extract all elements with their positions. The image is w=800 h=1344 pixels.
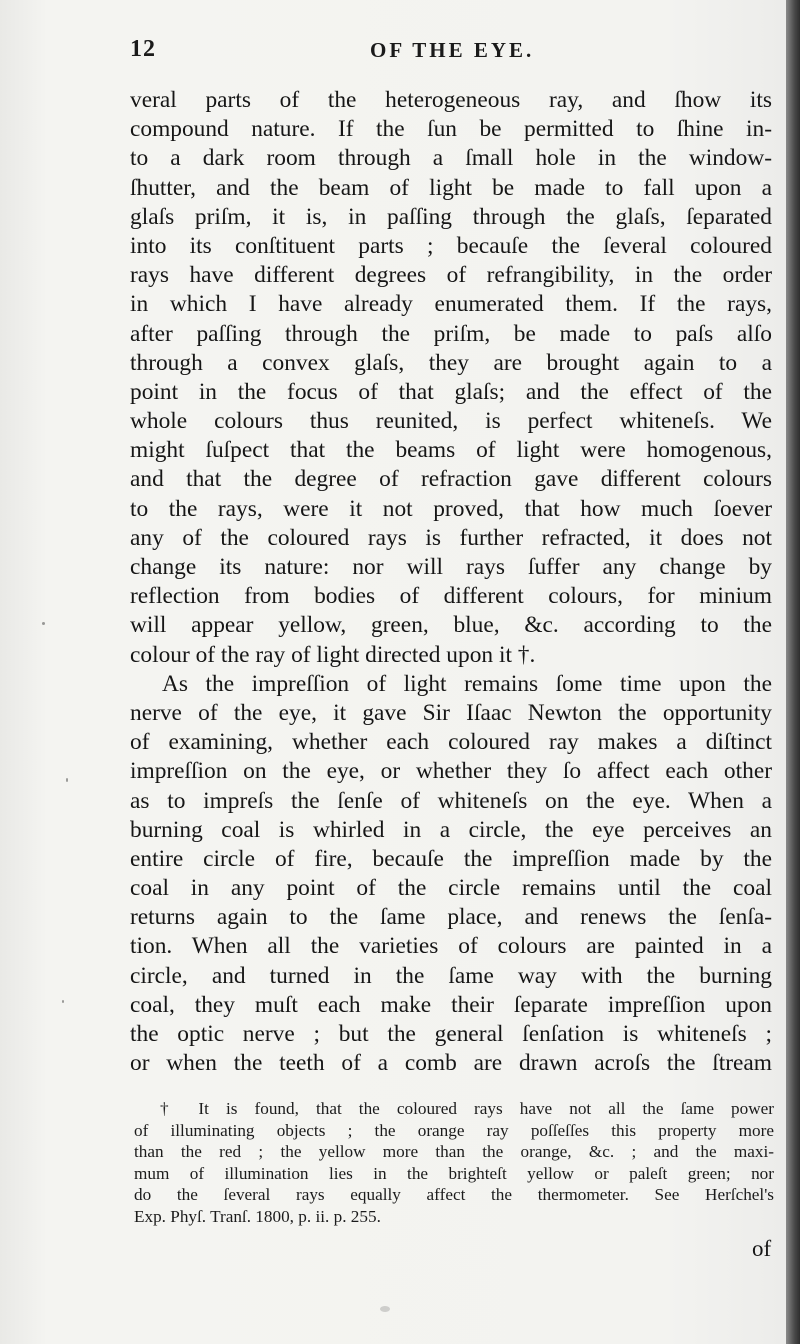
text-line: and that the degree of refraction gave different colours [130,466,772,493]
text-line: into its conſtituent parts ; becauſe the ſeveral coloured [130,232,772,259]
text-line: circle, and turned in the ſame way with the burning [130,962,772,989]
text-line: ſhutter, and the beam of light be made to fall upon a [130,174,772,201]
page-number: 12 [130,36,156,62]
text-line: to the rays, were it not proved, that how much ſoever [130,495,772,522]
text-line: rays have different degrees of refrangibility, in the order [130,262,772,289]
footnote-line: Exp. Phyſ. Tranſ. 1800, p. ii. p. 255. [134,1206,381,1226]
text-line: impreſſion on the eye, or whether they ſo affect each other [130,758,772,785]
text-line: whole colours thus reunited, is perfect whiteneſs. We [130,408,772,435]
text-line: nerve of the eye, it gave Sir Iſaac Newton the opportunity [130,699,772,726]
text-line: might ſuſpect that the beams of light were homogenous, [130,437,772,464]
footnote [134,1098,774,1227]
text-line: point in the focus of that glaſs; and the effect of the [130,378,772,405]
text-line: in which I have already enumerated them. If the rays, [130,291,772,318]
running-head: OF THE EYE. [370,38,535,62]
text-line: will appear yellow, green, blue, &c. according to the [130,612,772,639]
catchword: of [752,1236,772,1261]
scan-speck [380,1306,390,1312]
text-line: coal in any point of the circle remains until the coal [130,875,772,902]
paragraph-end-line: colour of the ray of light directed upon it †. [130,641,536,668]
scan-speck [42,622,45,625]
text-line: to a dark room through a ſmall hole in the window- [130,145,772,172]
text-line: of examining, whether each coloured ray makes a diſtinct [130,729,772,756]
footnote-line: of illuminating objects ; the orange ray poſſeſſes this property more [134,1120,774,1140]
text-line: entire circle of fire, becauſe the impreſſion made by the [130,845,772,872]
paragraph-start-line: As the impreſſion of light remains ſome time upon the [162,670,772,697]
text-line: tion. When all the varieties of colours are painted in a [130,933,772,960]
text-line: through a convex glaſs, they are brought again to a [130,349,772,376]
footnote-line: than the red ; the yellow more than the orange, &c. ; and the maxi- [134,1142,774,1161]
body-text [130,86,772,1078]
text-line: the optic nerve ; but the general ſenſation is whiteneſs ; [130,1021,772,1047]
footnote-line: † It is found, that the coloured rays have not all the ſame power [160,1099,774,1118]
text-line: reflection from bodies of different colours, for minium [130,583,772,610]
text-line: glaſs priſm, it is, in paſſing through the glaſs, ſeparated [130,203,772,230]
text-line: compound nature. If the ſun be permitted to ſhine in- [130,116,772,143]
text-line: burning coal is whirled in a circle, the eye perceives an [130,816,772,843]
page-edge-shadow [786,0,800,1344]
text-line: returns again to the ſame place, and renews the ſenſa- [130,904,772,931]
scan-speck [66,778,68,782]
text-line: as to impreſs the ſenſe of whiteneſs on the eye. When a [130,787,772,814]
text-line: change its nature: nor will rays ſuffer any change by [130,554,772,580]
text-line: after paſſing through the priſm, be made to paſs alſo [130,320,772,347]
text-line: any of the coloured rays is further refracted, it does not [130,524,772,551]
footnote-line: mum of illumination lies in the brighteſt yellow or paleſt green; nor [134,1163,774,1183]
text-line: or when the teeth of a comb are drawn acroſs the ſtream [130,1050,772,1077]
text-line: coal, they muſt each make their ſeparate impreſſion upon [130,991,772,1018]
footnote-line: do the ſeveral rays equally affect the thermometer. See Herſchel's [134,1185,774,1204]
page-header [130,36,770,76]
text-line: veral parts of the heterogeneous ray, and ſhow its [130,87,772,113]
scan-speck [62,1000,64,1003]
